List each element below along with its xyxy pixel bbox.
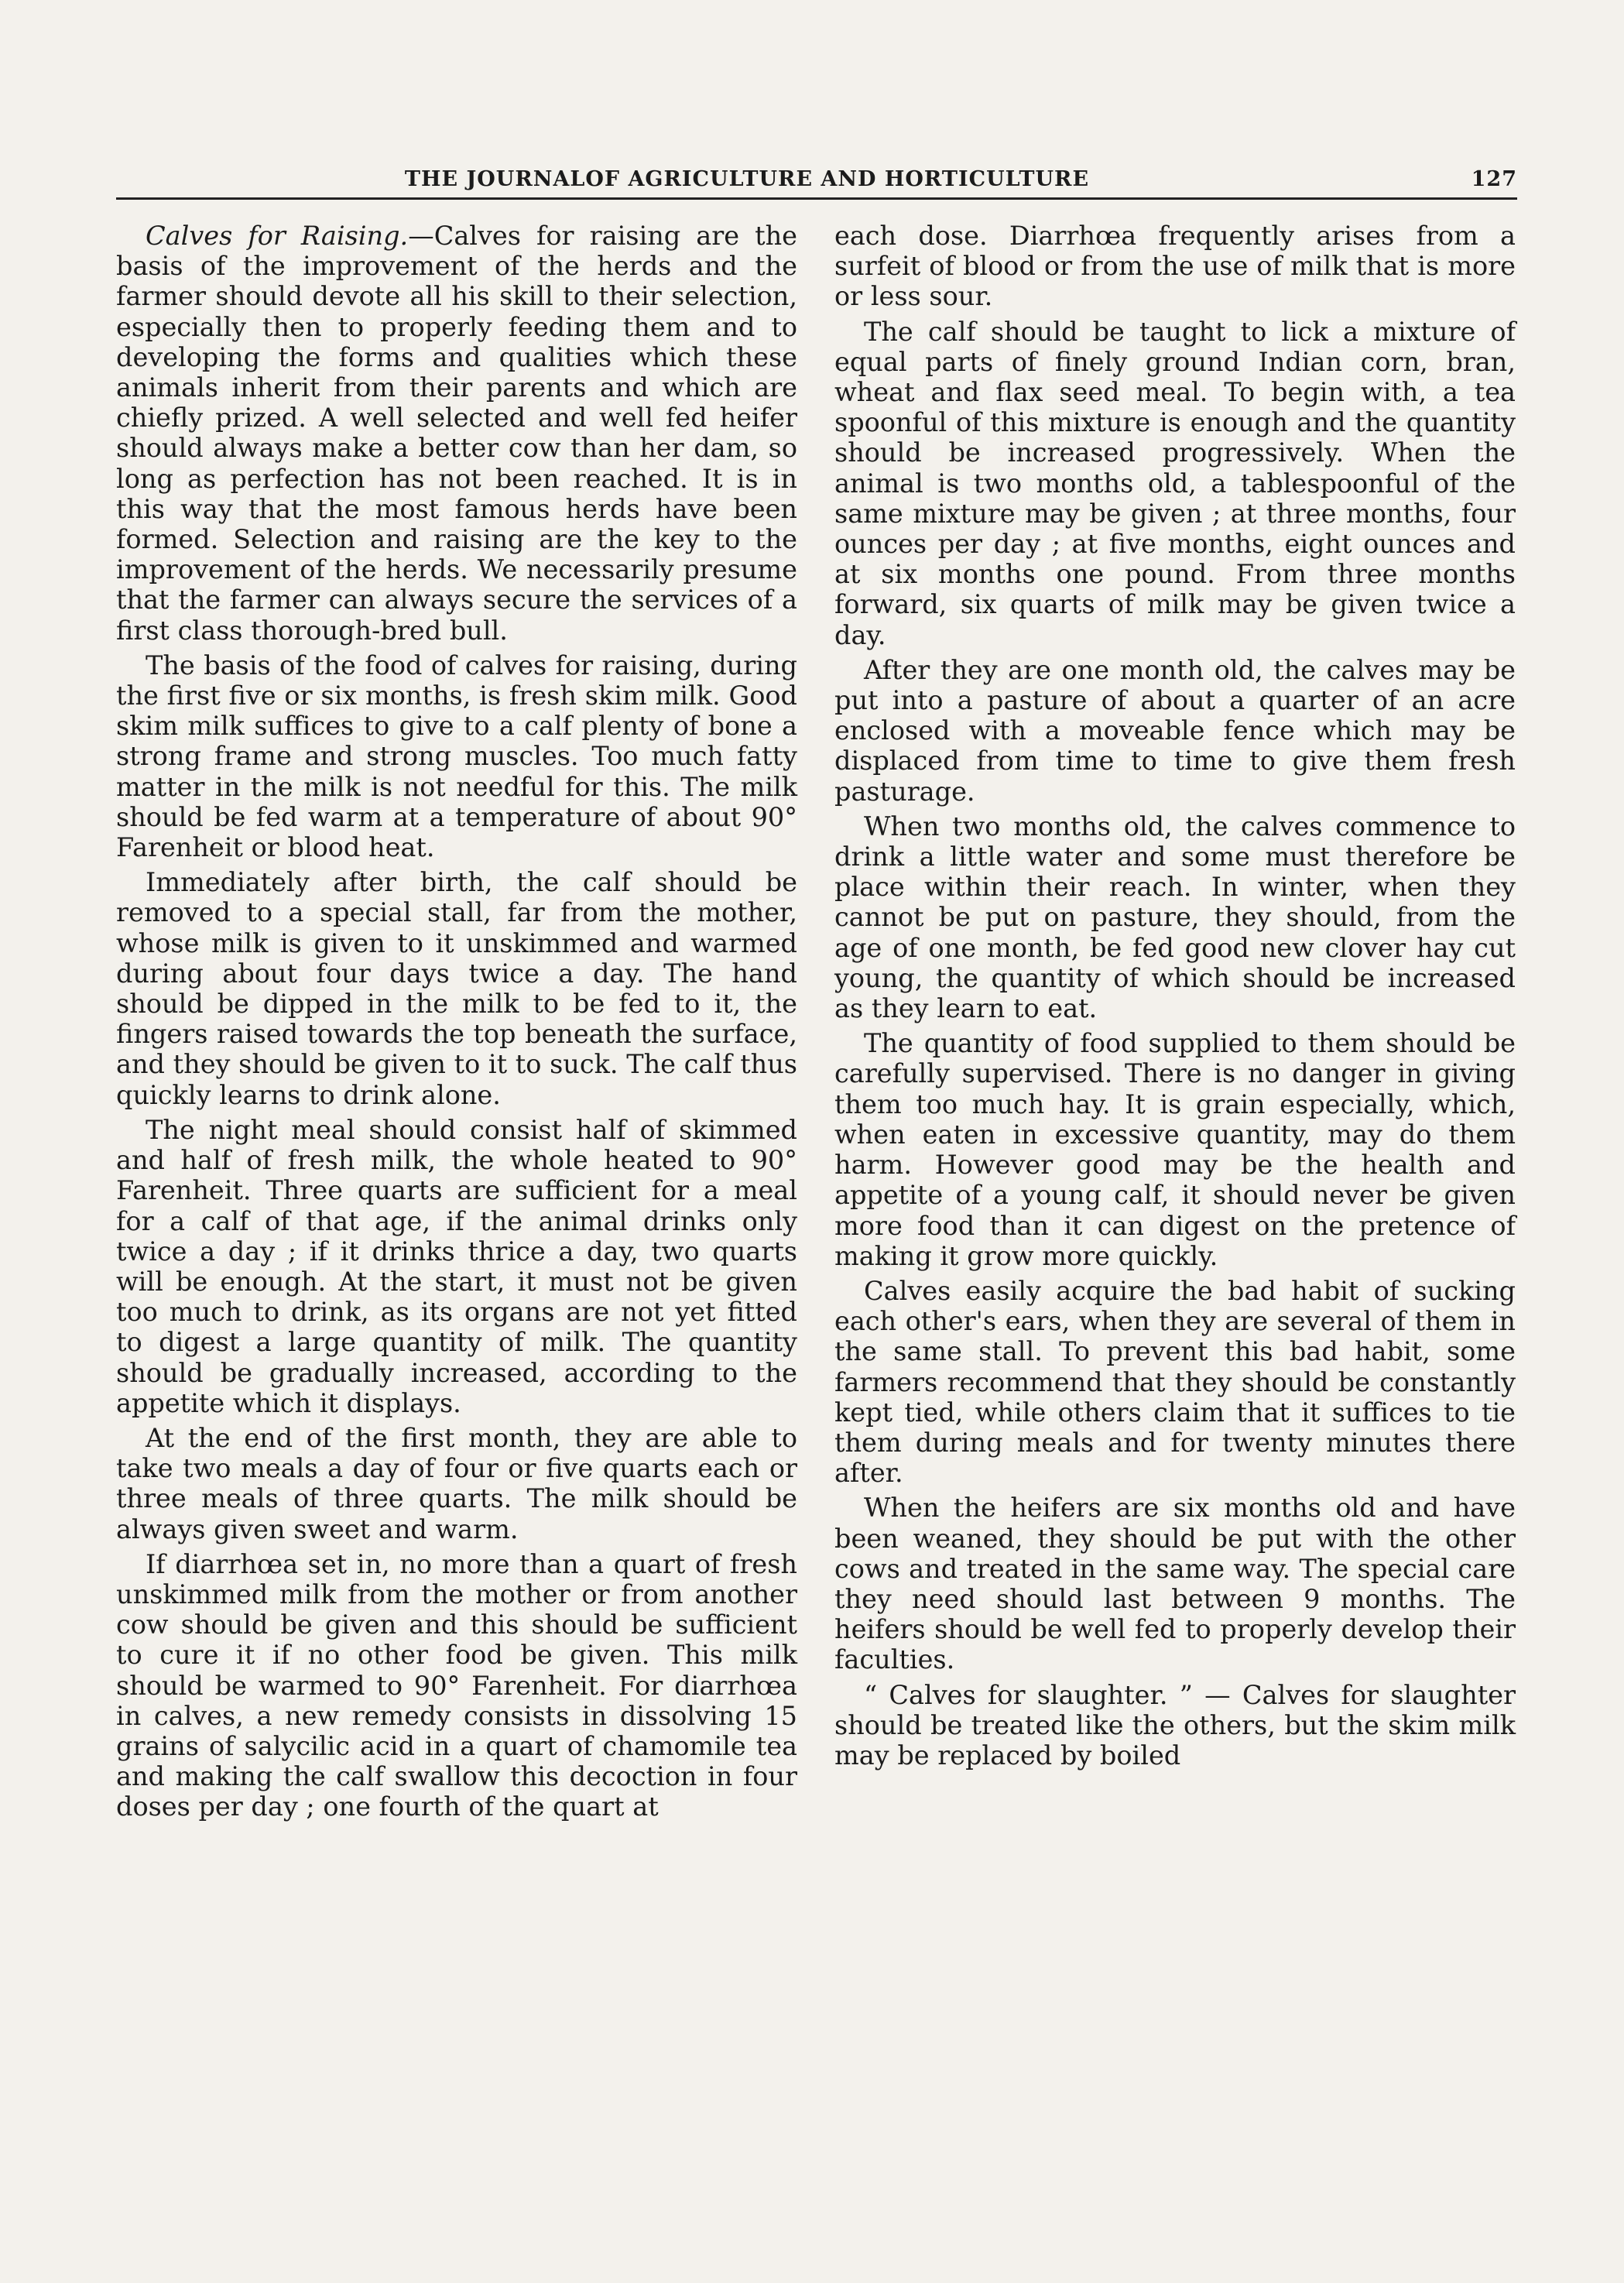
paragraph: When the heifers are six months old and have been weaned, they should be put with the other cows and treated in the same way. The special care they need should last between 9 months. The heifers should be well fed to properly develop their faculties. xyxy=(834,1493,1516,1675)
paragraph-text: —Calves for raising are the basis of the improvement of the herds and the farmer should devote all his skill to their selection, especially then to properly feeding them and to developing the forms and qualities which these animals inherit from their parents and which are chiefly prized. A well selected and well fed heifer should always make a better cow than her dam, so long as perfection has not been reached. It is in this way that the most famous herds have been formed. Selection and raising are the key to the improvement of the herds. We necessarily presume that the farmer can always secure the services of a first class thorough-bred bull. xyxy=(116,221,797,646)
paragraph: The basis of the food of calves for raising, during the first five or six months, is fresh skim milk. Good skim milk suffices to give to a calf plenty of bone a strong frame and strong muscles. Too much fatty matter in the milk is not needful for this. The milk should be fed warm at a temperature of about 90° Farenheit or blood heat. xyxy=(116,650,797,863)
paragraph: Immediately after birth, the calf should be removed to a special stall, far from the mother, whose milk is given to it unskimmed and warmed during about four days twice a day. The hand should be dipped in the milk to be fed to it, the fingers raised towards the top beneath the surface, and they should be given to it to suck. The calf thus quickly learns to drink alone. xyxy=(116,867,797,1110)
paragraph: The quantity of food supplied to them should be carefully supervised. There is no danger in giving them too much hay. It is grain especially, which, when eaten in excessive quantity, may do them harm. However good may be the health and appetite of a young calf, it should never be given more food than it can digest on the pretence of making it grow more quickly. xyxy=(834,1028,1516,1271)
paragraph: If diarrhœa set in, no more than a quart of fresh unskimmed milk from the mother or from another cow should be given and this should be sufficient to cure it if no other food be given. This milk should be warmed to 90° Farenheit. For diarrhœa in calves, a new remedy consists in dissolving 15 grains of salycilic acid in a quart of chamomile tea and making the calf swallow this decoction in four doses per day ; one fourth of the quart at xyxy=(116,1548,797,1822)
paragraph: “ Calves for slaughter. ” — Calves for slaughter should be treated like the others, but the skim milk may be replaced by boiled xyxy=(834,1679,1516,1771)
paragraph: Calves easily acquire the bad habit of sucking each other's ears, when they are several of them in the same stall. To prevent this bad habit, some farmers recommend that they should be constantly kept tied, while others claim that it suffices to tie them during meals and for twenty minutes there after. xyxy=(834,1275,1516,1489)
left-column xyxy=(116,221,797,1827)
paragraph: The calf should be taught to lick a mixture of equal parts of finely ground Indian corn, bran, wheat and flax seed meal. To begin with, a tea spoonful of this mixture is enough and the quantity should be increased progressively. When the animal is two months old, a tablespoonful of the same mixture may be given ; at three months, four ounces per day ; at five months, eight ounces and at six months one pound. From three months forward, six quarts of milk may be given twice a day. xyxy=(834,316,1516,650)
page-number: 127 xyxy=(1471,167,1517,191)
paragraph: When two months old, the calves commence to drink a little water and some must therefore be place within their reach. In winter, when they cannot be put on pasture, they should, from the age of one month, be fed good new clover hay cut young, the quantity of which should be increased as they learn to eat. xyxy=(834,811,1516,1024)
paragraph xyxy=(116,221,797,646)
section-run-in-title: Calves for Raising. xyxy=(146,221,409,251)
running-head xyxy=(116,161,1517,200)
running-title: THE JOURNALOF AGRICULTURE AND HORTICULTURE xyxy=(404,167,1090,191)
paragraph: At the end of the first month, they are able to take two meals a day of four or five quarts each or three meals of three quarts. The milk should be always given sweet and warm. xyxy=(116,1422,797,1544)
header-rule xyxy=(116,197,1517,200)
paragraph-continued: each dose. Diarrhœa frequently arises from a surfeit of blood or from the use of milk that is more or less sour. xyxy=(834,221,1516,312)
right-column xyxy=(834,221,1516,1775)
paragraph: After they are one month old, the calves may be put into a pasture of about a quarter of an acre enclosed with a moveable fence which may be displaced from time to time to give them fresh pasturage. xyxy=(834,654,1516,807)
paragraph: The night meal should consist half of skimmed and half of fresh milk, the whole heated to 90° Farenheit. Three quarts are sufficient for a meal for a calf of that age, if the animal drinks only twice a day ; if it drinks thrice a day, two quarts will be enough. At the start, it must not be given too much to drink, as its organs are not yet fitted to digest a large quantity of milk. The quantity should be gradually increased, according to the appetite which it displays. xyxy=(116,1114,797,1418)
